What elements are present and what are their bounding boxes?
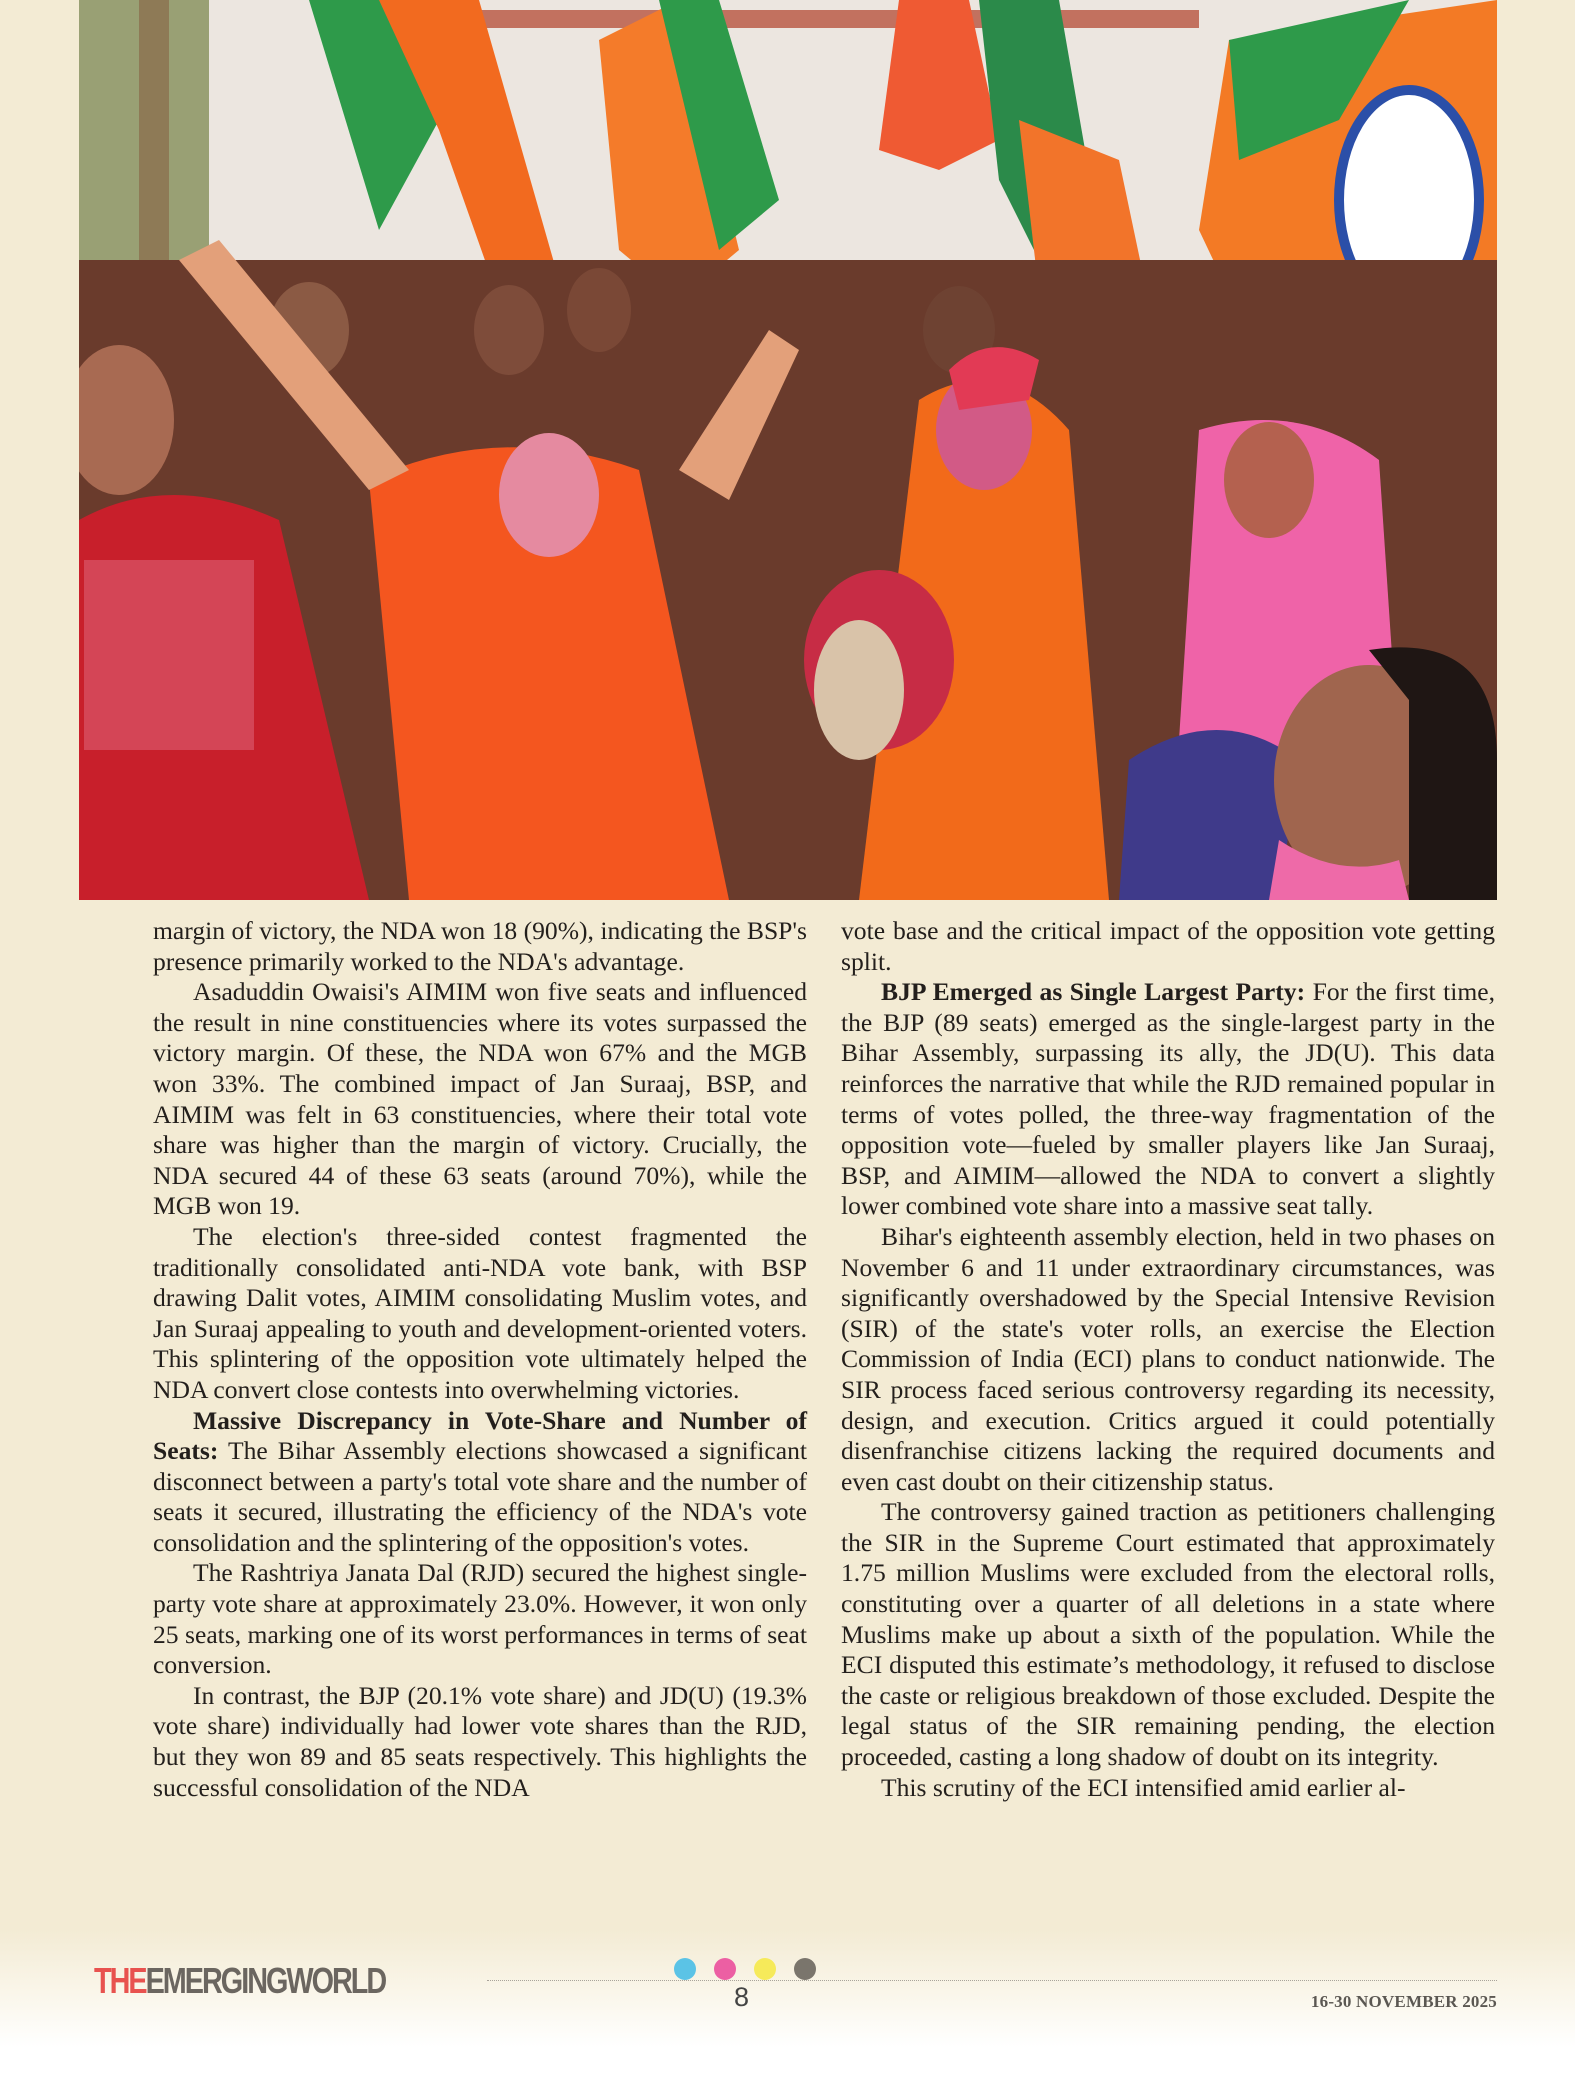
photo-person xyxy=(567,268,631,352)
black-dot-icon xyxy=(794,1958,816,1980)
dhol-drum-head xyxy=(814,620,904,760)
paragraph: The election's three-sided contest fragmented the traditionally consolidated anti-NDA vote bank, with BSP drawing Dalit votes, AIMIM consolidating Muslim votes, and Jan Suraaj appealing to youth and development-oriented voters. This splintering of the opposition vote ultimately helped the NDA convert close contests into overwhelming victories. xyxy=(153,1221,807,1404)
issue-date: 16-30 NOVEMBER 2025 xyxy=(1310,1992,1497,2011)
celebration-photo-illustration xyxy=(79,0,1497,900)
cyan-dot-icon xyxy=(674,1958,696,1980)
paragraph: The controversy gained traction as petitioners challenging the SIR in the Supreme Court estimated that approximately 1.75 million Muslims were excluded from the electoral rolls, constituting over a quarter of all deletions in a state where Muslims make up about a sixth of the population. While the ECI disputed this estimate’s methodology, it refused to disclose the caste or religious breakdown of those excluded. Despite the legal status of the SIR remaining pending, the election proceeded, casting a long shadow of doubt on its integrity. xyxy=(841,1497,1495,1772)
paragraph: This scrutiny of the ECI intensified amid earlier al- xyxy=(881,1772,1406,1802)
paragraph: margin of victory, the NDA won 18 (90%), indicating the BSP's presence primarily worked to the NDA's advantage. xyxy=(153,916,807,976)
photo-person xyxy=(474,285,544,375)
article-column-left xyxy=(153,916,807,1803)
page-number: 8 xyxy=(734,1982,750,2012)
photo-face xyxy=(499,433,599,557)
magenta-dot-icon xyxy=(714,1958,736,1980)
logo-name: EMERGINGWORLD xyxy=(145,1960,386,2001)
paragraph: In contrast, the BJP (20.1% vote share) and JD(U) (19.3% vote share) individually had lower vote shares than the RJD, but they won 89 and 85 seats respectively. This highlights the successful consolidation of the NDA xyxy=(153,1680,807,1802)
paragraph: Asaduddin Owaisi's AIMIM won five seats and influenced the result in nine constituencies where its votes surpassed the victory margin. Of these, the NDA won 67% and the MGB won 33%. The combined impact of Jan Suraaj, BSP, and AIMIM was felt in 63 constituencies, where their total vote share was higher than the margin of victory. Crucially, the NDA secured 44 of these 63 seats (around 70%), while the MGB won 19. xyxy=(153,977,807,1221)
photo-embroidery xyxy=(84,560,254,750)
publication-logo xyxy=(94,1960,386,2001)
photo-tree-trunk xyxy=(139,0,169,300)
paragraph-with-subhead: Massive Discrepancy in Vote-Share and Number of Seats: The Bihar Assembly elections showcased a significant disconnect between a party's total vote share and the number of seats it secured, illustrating the efficiency of the NDA's vote consolidation and the splintering of the opposition's votes. xyxy=(153,1405,807,1557)
paragraph: Bihar's eighteenth assembly election, held in two phases on November 6 and 11 under extraordinary circumstances, was significantly overshadowed by the Special Intensive Revision (SIR) of the state's voter rolls, an exercise the Election Commission of India (ECI) plans to conduct nationwide. The SIR process faced serious controversy regarding its necessity, design, and execution. Critics argued it could potentially disenfranchise citizens lacking the required documents and even cast doubt on their citizenship status. xyxy=(841,1221,1495,1496)
paragraph-with-subhead: BJP Emerged as Single Largest Party: For the first time, the BJP (89 seats) emerged as the single-largest party in the Bihar Assembly, surpassing its ally, the JD(U). This data reinforces the narrative that while the RJD remained popular in terms of votes polled, the three-way fragmentation of the opposition vote—fueled by smaller players like Jan Suraaj, BSP, and AIMIM—allowed the NDA to convert a slightly lower combined vote share into a massive seat tally. xyxy=(841,977,1496,1221)
subheading: Massive Discrepancy in Vote-Share and Number of Seats: xyxy=(153,1405,807,1466)
subheading: BJP Emerged as Single Largest Party: xyxy=(881,977,1306,1007)
footer-divider xyxy=(487,1980,1497,1981)
article-column-right xyxy=(841,916,1495,1803)
logo-prefix: THE xyxy=(94,1960,146,2001)
article-photo xyxy=(79,0,1497,900)
paragraph: The Rashtriya Janata Dal (RJD) secured the highest single-party vote share at approximately 23.0%. However, it won only 25 seats, marking one of its worst performances in terms of seat conversion. xyxy=(153,1558,807,1680)
photo-pipe xyxy=(379,10,1199,28)
photo-face xyxy=(1224,422,1314,538)
paragraph: vote base and the critical impact of the opposition vote getting split. xyxy=(841,916,1495,976)
yellow-dot-icon xyxy=(754,1958,776,1980)
photo-patterned-cloth xyxy=(1119,730,1299,900)
